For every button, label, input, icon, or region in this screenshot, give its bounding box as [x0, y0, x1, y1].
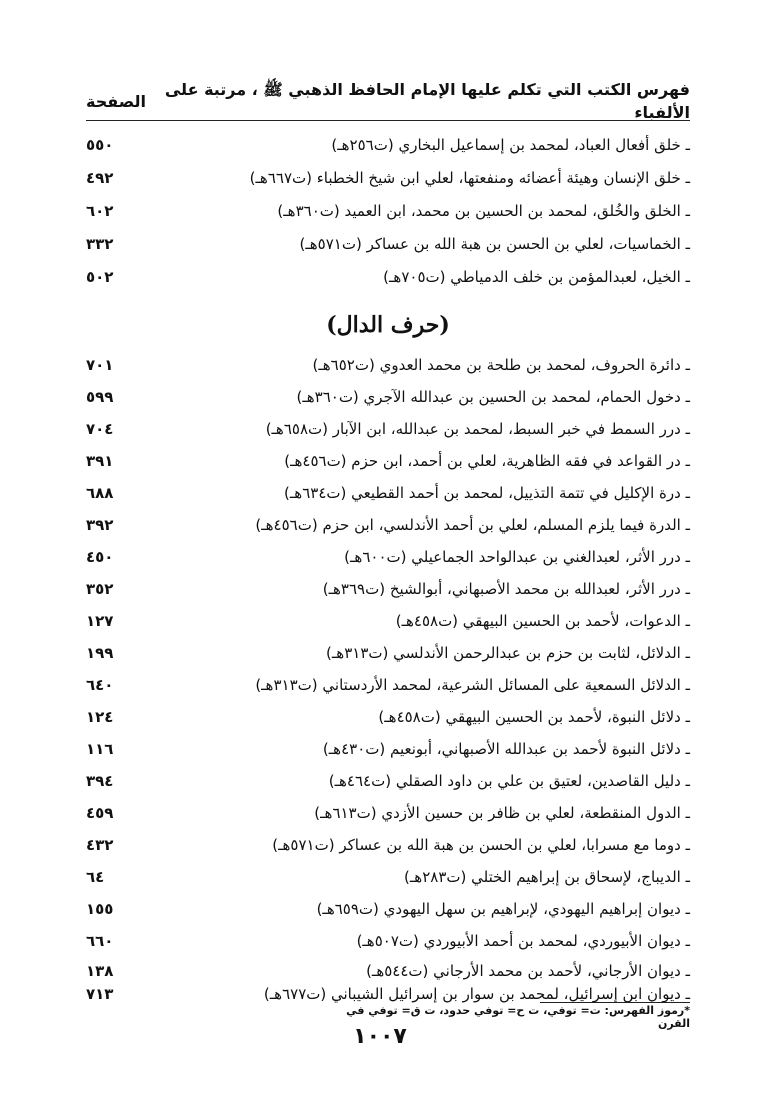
entry-page: ٧٠١ — [86, 356, 114, 374]
entry-page: ٧١٣ — [86, 985, 114, 1003]
page-column-label: الصفحة — [86, 91, 147, 111]
index-entry — [86, 799, 690, 827]
header-rule — [86, 120, 690, 121]
footnote: *رموز الفهرس: ت= توفي، ت ح= توفي حدود، ت ق= توفي في القرن — [346, 1004, 690, 1030]
entry-title: ـ درر الأثر، لعبدالله بن محمد الأصبهاني، أبوالشيخ (ت٣٦٩هـ) — [322, 580, 690, 598]
index-entry — [86, 735, 690, 763]
entry-page: ٦٤٠ — [86, 676, 114, 694]
index-entry — [86, 831, 690, 859]
index-entry — [86, 895, 690, 923]
entry-page: ٤٩٢ — [86, 169, 114, 187]
entry-title: ـ درر السمط في خبر السبط، لمحمد بن عبدالله، ابن الآبار (ت٦٥٨هـ) — [265, 420, 690, 438]
entry-title: ـ خلق الإنسان وهيئة أعضائه ومنفعتها، لعلي ابن شيخ الخطباء (ت٦٦٧هـ) — [249, 169, 690, 187]
entry-title: ـ درر الأثر، لعبدالغني بن عبدالواحد الجماعيلي (ت٦٠٠هـ) — [344, 548, 690, 566]
entry-title: ـ ديوان إبراهيم اليهودي، لإبراهيم بن سهل اليهودي (ت٦٥٩هـ) — [316, 900, 690, 918]
index-entry — [86, 415, 690, 443]
index-entry — [86, 131, 690, 159]
index-entry — [86, 767, 690, 795]
index-entry — [86, 511, 690, 539]
index-entry — [86, 447, 690, 475]
running-header — [86, 80, 690, 122]
entry-page: ٦٤ — [86, 868, 105, 886]
entry-title: ـ دوما مع مسرابا، لعلي بن الحسن بن هبة الله بن عساكر (ت٥٧١هـ) — [272, 836, 690, 854]
entry-title: ـ الدلائل، لثابت بن حزم بن عبدالرحمن الأندلسي (ت٣١٣هـ) — [326, 644, 690, 662]
section-heading: (حرف الدال) — [326, 312, 450, 338]
entry-title: ـ دائرة الحروف، لمحمد بن طلحة بن محمد العدوي (ت٦٥٢هـ) — [312, 356, 690, 374]
index-entry — [86, 230, 690, 258]
entry-page: ٤٥٠ — [86, 548, 114, 566]
entry-title: ـ دلائل النبوة لأحمد بن عبدالله الأصبهاني، أبونعيم (ت٤٣٠هـ) — [322, 740, 690, 758]
index-entry — [86, 543, 690, 571]
index-entry — [86, 263, 690, 291]
index-entry — [86, 703, 690, 731]
entry-title: ـ الخلق والخُلق، لمحمد بن الحسين بن محمد، ابن العميد (ت٣٦٠هـ) — [277, 202, 690, 220]
entry-page: ٣٩٤ — [86, 772, 114, 790]
entry-title: ـ الخماسيات، لعلي بن الحسن بن هبة الله بن عساكر (ت٥٧١هـ) — [299, 235, 690, 253]
index-entry — [86, 575, 690, 603]
index-entry — [86, 164, 690, 192]
entry-title: ـ الدلائل السمعية على المسائل الشرعية، لمحمد الأردستاني (ت٣١٣هـ) — [255, 676, 690, 694]
entry-page: ١١٦ — [86, 740, 114, 758]
entry-page: ١٩٩ — [86, 644, 114, 662]
index-entry — [86, 671, 690, 699]
entry-page: ٣٥٢ — [86, 580, 114, 598]
index-entry — [86, 197, 690, 225]
entry-title: ـ الدرة فيما يلزم المسلم، لعلي بن أحمد الأندلسي، ابن حزم (ت٤٥٦هـ) — [255, 516, 690, 534]
entry-page: ٣٩١ — [86, 452, 114, 470]
entry-title: ـ ديوان الأبيوردي، لمحمد بن أحمد الأبيوردي (ت٥٠٧هـ) — [356, 932, 690, 950]
entry-page: ٦٠٢ — [86, 202, 114, 220]
entry-title: ـ دلائل النبوة، لأحمد بن الحسين البيهقي (ت٤٥٨هـ) — [378, 708, 690, 726]
entry-title: ـ الخيل، لعبدالمؤمن بن خلف الدمياطي (ت٧٠٥هـ) — [383, 268, 690, 286]
entry-page: ٣٩٢ — [86, 516, 114, 534]
index-entry — [86, 383, 690, 411]
entry-page: ٦٨٨ — [86, 484, 114, 502]
entry-title: ـ درة الإكليل في تتمة التذييل، لمحمد بن أحمد القطيعي (ت٦٣٤هـ) — [284, 484, 690, 502]
index-entry — [86, 639, 690, 667]
entry-page: ٣٣٢ — [86, 235, 114, 253]
entry-page: ١٣٨ — [86, 962, 114, 980]
entry-title: ـ الديباج، لإسحاق بن إبراهيم الختلي (ت٢٨٣هـ) — [404, 868, 690, 886]
entry-title: ـ ديوان ابن إسرائيل، لمحمد بن سوار بن إسرائيل الشيباني (ت٦٧٧هـ) — [263, 985, 690, 1003]
entry-page: ١٢٧ — [86, 612, 114, 630]
entry-page: ١٥٥ — [86, 900, 114, 918]
index-entry — [86, 607, 690, 635]
footnote-rule — [540, 1002, 690, 1003]
entry-page: ٥٩٩ — [86, 388, 114, 406]
entry-page: ٥٥٠ — [86, 136, 114, 154]
entry-title: ـ در القواعد في فقه الظاهرية، لعلي بن أحمد، ابن حزم (ت٤٥٦هـ) — [284, 452, 690, 470]
index-entry — [86, 927, 690, 955]
entry-title: ـ خلق أفعال العباد، لمحمد بن إسماعيل البخاري (ت٢٥٦هـ) — [331, 136, 690, 154]
index-entry — [86, 351, 690, 379]
entry-title: ـ الدعوات، لأحمد بن الحسين البيهقي (ت٤٥٨هـ) — [395, 612, 690, 630]
entry-page: ٤٣٢ — [86, 836, 114, 854]
entry-page: ٥٠٢ — [86, 268, 114, 286]
header-title: فهرس الكتب التي تكلم عليها الإمام الحافظ الذهبي ﷺ ، مرتبة على الألفباء — [164, 80, 690, 122]
entry-page: ٤٥٩ — [86, 804, 114, 822]
entry-page: ١٢٤ — [86, 708, 114, 726]
entry-page: ٧٠٤ — [86, 420, 114, 438]
page-number: ١٠٠٧ — [353, 1024, 407, 1049]
entry-title: ـ ديوان الأرجاني، لأحمد بن محمد الأرجاني (ت٥٤٤هـ) — [366, 962, 690, 980]
entry-page: ٦٦٠ — [86, 932, 114, 950]
entry-title: ـ دليل القاصدين، لعتيق بن علي بن داود الصقلي (ت٤٦٤هـ) — [328, 772, 690, 790]
entry-title: ـ دخول الحمام، لمحمد بن الحسين بن عبدالله الآجري (ت٣٦٠هـ) — [296, 388, 690, 406]
entry-title: ـ الدول المنقطعة، لعلي بن ظافر بن حسين الأزدي (ت٦١٣هـ) — [314, 804, 690, 822]
index-entry — [86, 479, 690, 507]
index-entry — [86, 863, 690, 891]
